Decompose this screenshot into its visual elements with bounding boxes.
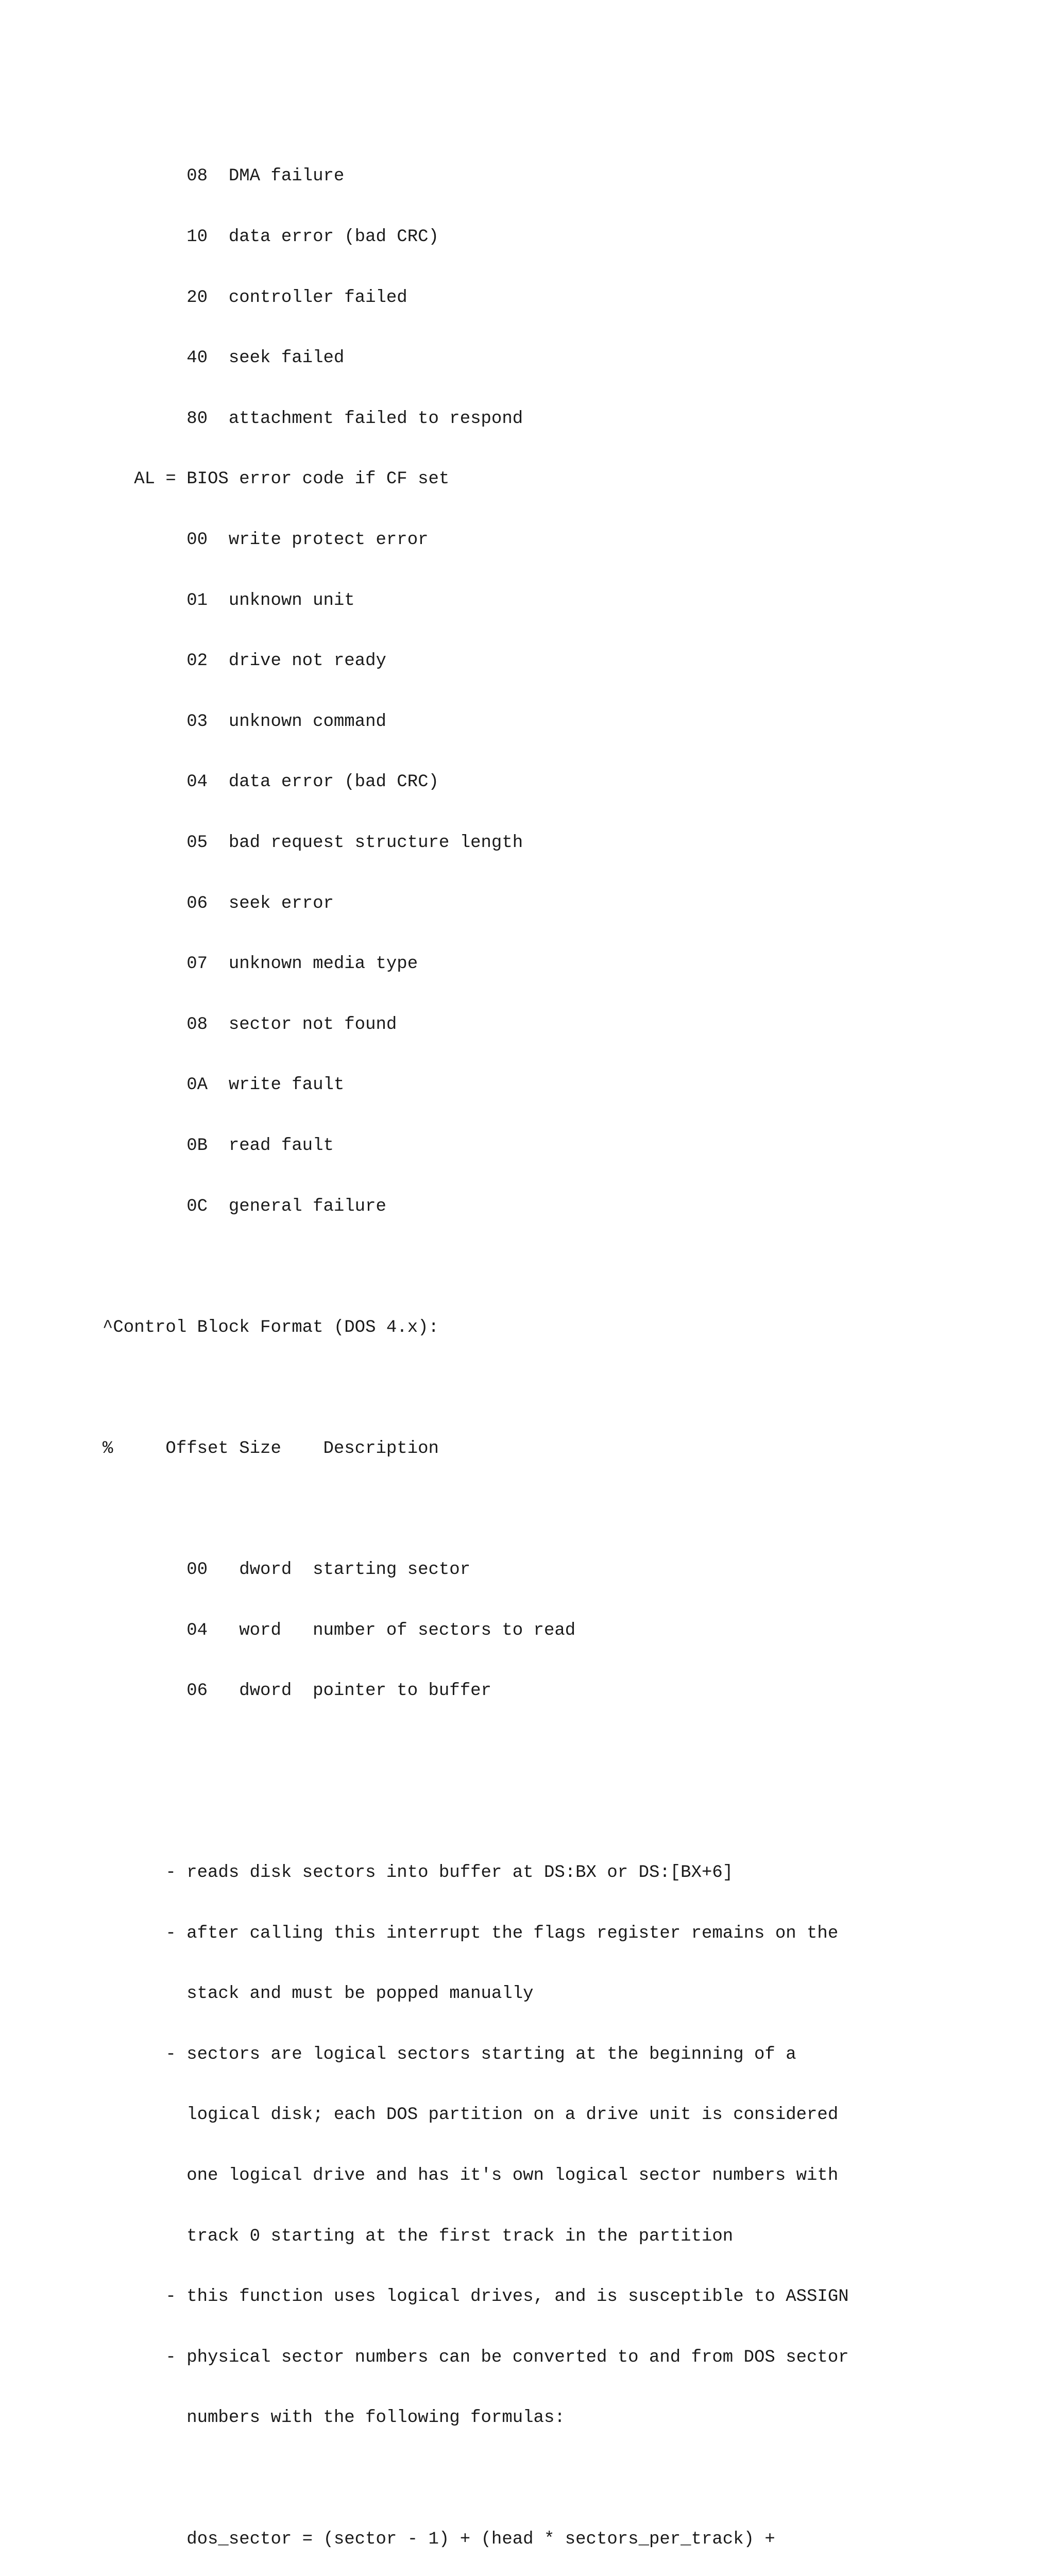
text-line: logical disk; each DOS partition on a drive unit is considered bbox=[103, 2105, 839, 2125]
table-header: % Offset Size Description bbox=[103, 1438, 439, 1459]
table-row: 00 dword starting sector bbox=[103, 1560, 471, 1580]
text-line: 01 unknown unit bbox=[103, 590, 355, 611]
text-line: 07 unknown media type bbox=[103, 954, 418, 974]
text-line: 10 data error (bad CRC) bbox=[103, 227, 439, 247]
blank-line bbox=[103, 2469, 859, 2489]
text-line: 08 sector not found bbox=[103, 1014, 397, 1035]
blank-line bbox=[103, 1742, 859, 1762]
table-row: 04 word number of sectors to read bbox=[103, 1620, 576, 1640]
text-line: 08 DMA failure bbox=[103, 166, 345, 187]
text-line: 03 unknown command bbox=[103, 711, 386, 732]
text-line: 0A write fault bbox=[103, 1075, 345, 1095]
text-line: 40 seek failed bbox=[103, 348, 345, 368]
text-line: 0B read fault bbox=[103, 1136, 334, 1156]
document-text bbox=[103, 126, 859, 2576]
text-line: one logical drive and has it's own logical sector numbers with bbox=[103, 2166, 839, 2185]
text-line: 0C general failure bbox=[103, 1196, 386, 1216]
text-line: - after calling this interrupt the flags register remains on the bbox=[103, 1923, 839, 1943]
text-line: stack and must be popped manually bbox=[103, 1984, 534, 2004]
blank-line bbox=[103, 1802, 859, 1822]
blank-line bbox=[103, 1499, 859, 1519]
text-line: numbers with the following formulas: bbox=[103, 2408, 565, 2428]
blank-line bbox=[103, 1257, 859, 1277]
text-line: - this function uses logical drives, and is susceptible to ASSIGN bbox=[103, 2287, 849, 2307]
text-line: - sectors are logical sectors starting at the beginning of a bbox=[103, 2044, 796, 2064]
text-line: 04 data error (bad CRC) bbox=[103, 772, 439, 792]
blank-line bbox=[103, 1378, 859, 1398]
text-line: - reads disk sectors into buffer at DS:BX or DS:[BX+6] bbox=[103, 1863, 734, 1883]
text-line: - physical sector numbers can be converted to and from DOS sector bbox=[103, 2347, 849, 2367]
section-heading: ^Control Block Format (DOS 4.x): bbox=[103, 1317, 439, 1337]
formula-line: dos_sector = (sector - 1) + (head * sectors_per_track) + bbox=[103, 2529, 775, 2549]
text-line: AL = BIOS error code if CF set bbox=[103, 469, 450, 489]
text-line: 06 seek error bbox=[103, 893, 334, 913]
text-line: 00 write protect error bbox=[103, 530, 429, 550]
text-line: 80 attachment failed to respond bbox=[103, 409, 523, 429]
table-row: 06 dword pointer to buffer bbox=[103, 1681, 491, 1701]
text-line: 20 controller failed bbox=[103, 287, 407, 308]
text-line: 02 drive not ready bbox=[103, 651, 386, 671]
text-line: 05 bad request structure length bbox=[103, 833, 523, 853]
text-line: track 0 starting at the first track in the partition bbox=[103, 2226, 734, 2246]
